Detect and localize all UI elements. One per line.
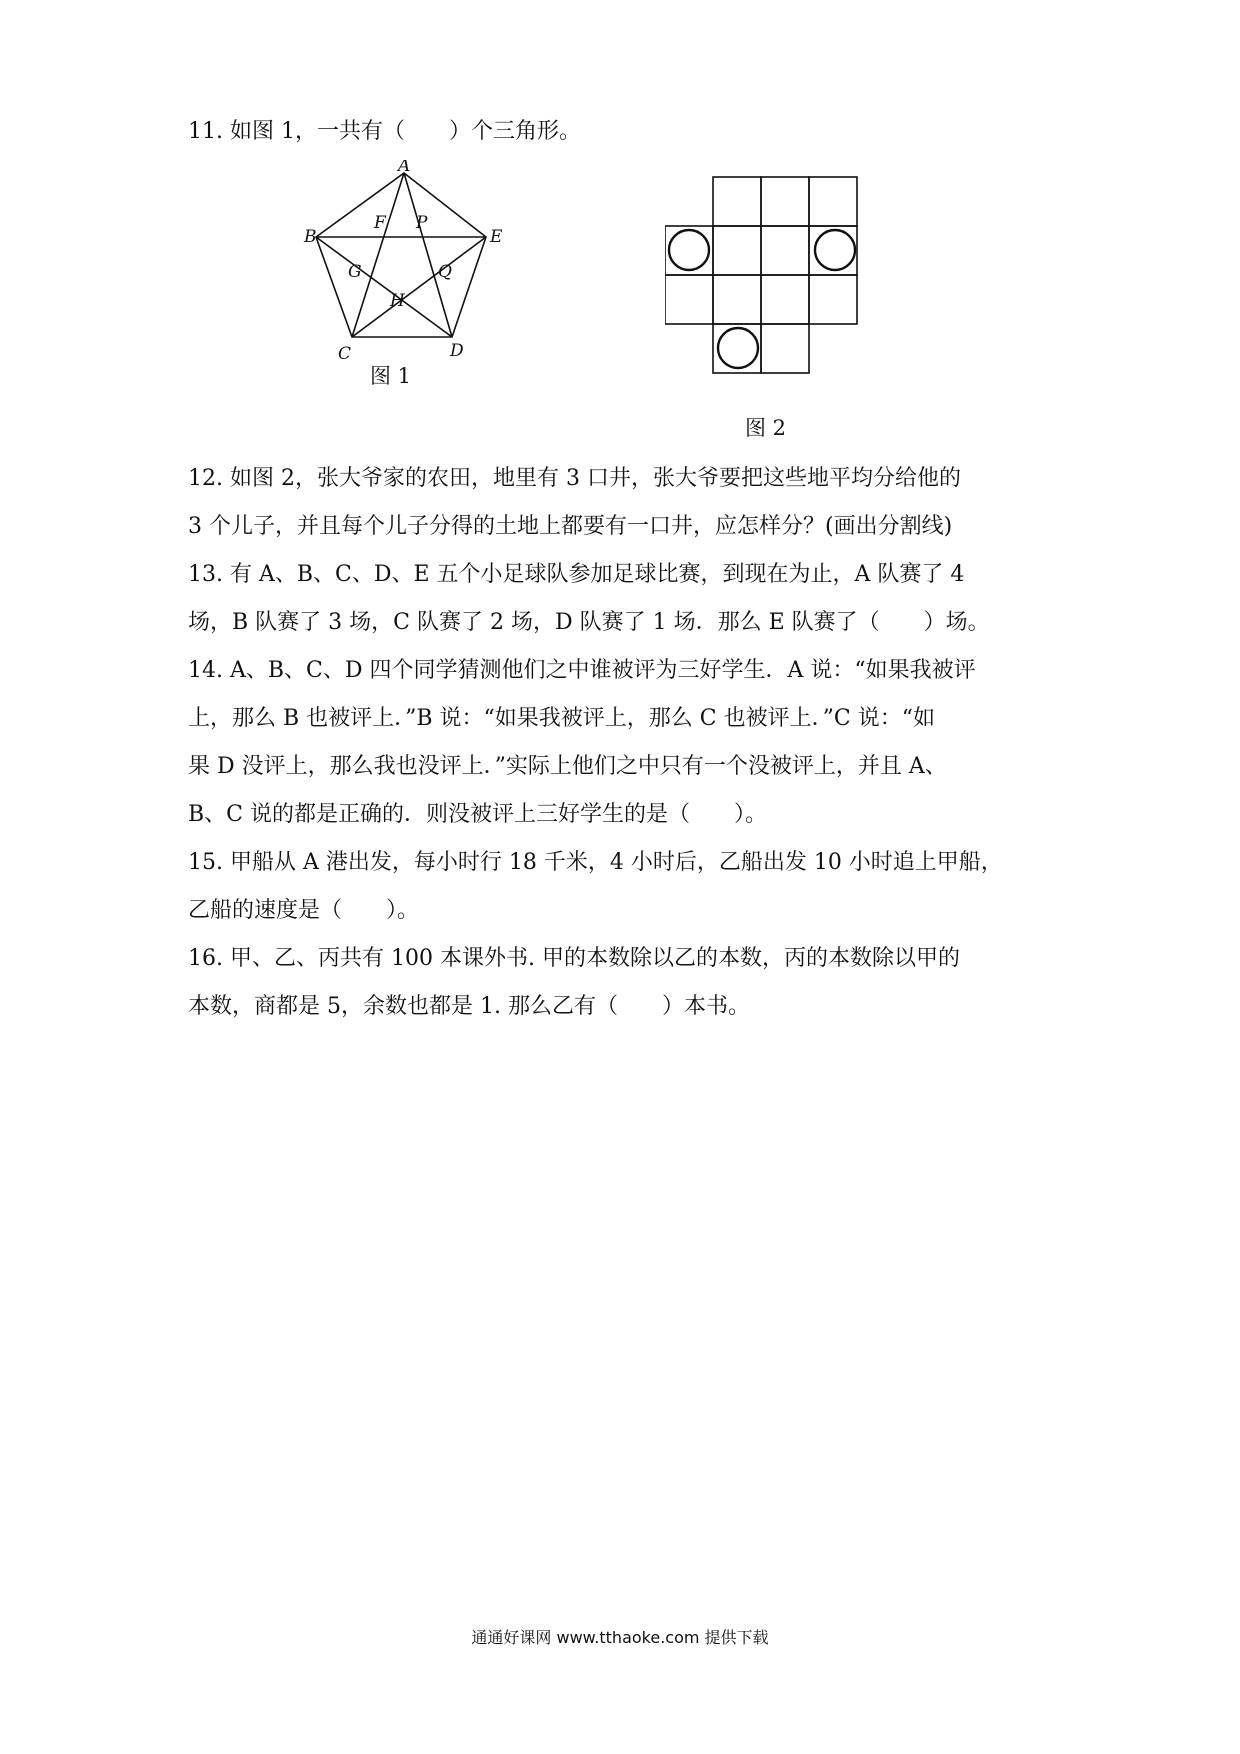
question-15 bbox=[188, 839, 1058, 935]
label-G: G bbox=[348, 262, 362, 282]
question-14-line-3: 果 D 没评上，那么我也没评上．”实际上他们之中只有一个没被评上，并且 A、 bbox=[188, 754, 947, 779]
figure-1-pentagram bbox=[290, 160, 520, 390]
label-A: A bbox=[398, 160, 411, 176]
question-14-line-2: 上，那么 B 也被评上．”B 说：“如果我被评上，那么 C 也被评上．”C 说：“如 bbox=[188, 706, 935, 731]
figure-1-caption: 图 1 bbox=[370, 364, 412, 388]
star-line-EC bbox=[352, 237, 486, 337]
question-13 bbox=[188, 551, 1058, 647]
label-Q: Q bbox=[438, 262, 452, 282]
label-F: F bbox=[374, 213, 386, 233]
question-13-line-1: 13. 有 A、B、C、D、E 五个小足球队参加足球比赛，到现在为止，A 队赛了 4 bbox=[188, 562, 965, 587]
question-15-line-2: 乙船的速度是（ ）。 bbox=[188, 898, 420, 923]
label-H: H bbox=[390, 291, 405, 311]
question-14-line-1: 14. A、B、C、D 四个同学猜测他们之中谁被评为三好学生．A 说：“如果我被评 bbox=[188, 658, 976, 683]
label-B: B bbox=[304, 227, 317, 247]
question-12-line-1: 12. 如图 2，张大爷家的农田，地里有 3 口井，张大爷要把这些地平均分给他的 bbox=[188, 466, 961, 491]
question-16-line-2: 本数，商都是 5，余数也都是 1. 那么乙有（ ）本书。 bbox=[188, 994, 750, 1019]
question-16 bbox=[188, 935, 1058, 1031]
well-2-circle bbox=[815, 230, 855, 270]
label-C: C bbox=[338, 344, 352, 364]
question-12 bbox=[188, 455, 1058, 551]
label-E: E bbox=[490, 227, 503, 247]
well-1-circle bbox=[669, 230, 709, 270]
question-12-line-2: 3 个儿子，并且每个儿子分得的土地上都要有一口井，应怎样分？(画出分割线) bbox=[188, 514, 953, 539]
star-line-AD bbox=[404, 173, 452, 337]
star-line-AC bbox=[352, 173, 404, 337]
question-14-line-4: B、C 说的都是正确的．则没被评上三好学生的是（ ）。 bbox=[188, 802, 767, 827]
question-11 bbox=[188, 108, 1058, 156]
question-15-line-1: 15. 甲船从 A 港出发，每小时行 18 千米，4 小时后，乙船出发 10 小时追上甲船， bbox=[188, 850, 1003, 875]
question-14 bbox=[188, 647, 1058, 839]
question-13-line-2: 场，B 队赛了 3 场，C 队赛了 2 场，D 队赛了 1 场．那么 E 队赛了（ ）场。 bbox=[188, 610, 990, 635]
question-11-line-1: 11. 如图 1，一共有（ ）个三角形。 bbox=[188, 119, 581, 144]
figure-2-caption: 图 2 bbox=[745, 416, 787, 440]
page-footer: 通通好课网 www.tthaoke.com 提供下载 bbox=[471, 1628, 769, 1647]
question-16-line-1: 16. 甲、乙、丙共有 100 本课外书. 甲的本数除以乙的本数，丙的本数除以甲的 bbox=[188, 946, 960, 971]
label-P: P bbox=[416, 213, 428, 233]
star-line-BD bbox=[316, 237, 452, 337]
well-3-circle bbox=[718, 328, 758, 368]
label-D: D bbox=[450, 341, 464, 361]
figure-2-field-grid bbox=[665, 175, 865, 385]
